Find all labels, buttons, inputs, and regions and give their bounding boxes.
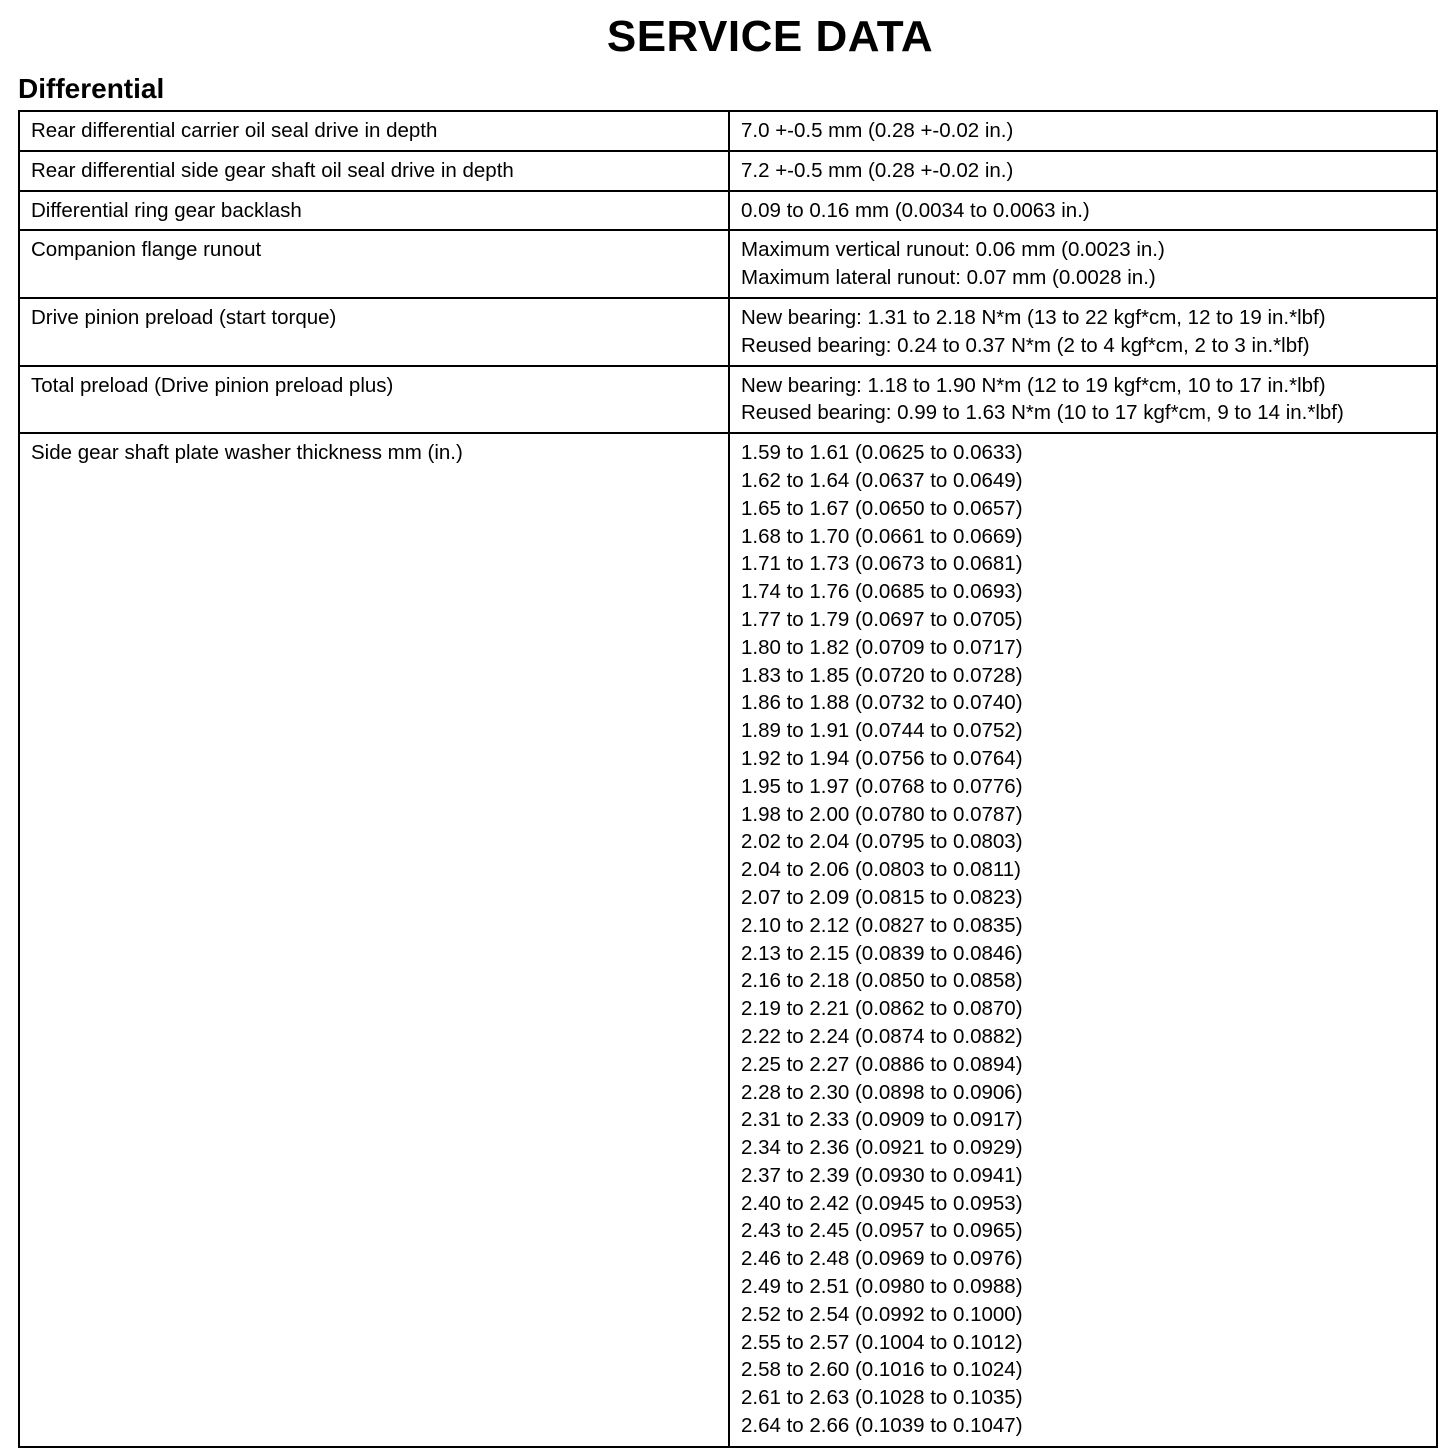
spec-value-line: 2.46 to 2.48 (0.0969 to 0.0976) [741,1247,1023,1271]
spec-value-line: 2.49 to 2.51 (0.0980 to 0.0988) [741,1275,1023,1299]
spec-value-line: 1.83 to 1.85 (0.0720 to 0.0728) [741,663,1023,687]
spec-item-label: Companion flange runout [19,230,729,298]
spec-item-label: Differential ring gear backlash [19,191,729,231]
spec-value-line: 2.10 to 2.12 (0.0827 to 0.0835) [741,913,1023,937]
spec-value-line: 2.02 to 2.04 (0.0795 to 0.0803) [741,830,1023,854]
spec-item-value [729,230,1437,298]
service-data-table [18,110,1438,1448]
spec-value-line: Maximum vertical runout: 0.06 mm (0.0023 in.) [741,238,1165,262]
section-heading: Differential [18,73,165,104]
spec-value-line: 1.59 to 1.61 (0.0625 to 0.0633) [741,441,1023,465]
table-row [19,151,1437,191]
table-row [19,230,1437,298]
table-row [19,433,1437,1447]
spec-item-value [729,151,1437,191]
spec-value-line: 1.80 to 1.82 (0.0709 to 0.0717) [741,635,1023,659]
spec-value-line: 1.95 to 1.97 (0.0768 to 0.0776) [741,774,1023,798]
spec-value-line: 2.04 to 2.06 (0.0803 to 0.0811) [741,858,1022,882]
spec-value-line: 2.28 to 2.30 (0.0898 to 0.0906) [741,1080,1023,1104]
spec-value-line: 2.22 to 2.24 (0.0874 to 0.0882) [741,1024,1023,1048]
spec-value-line: 1.62 to 1.64 (0.0637 to 0.0649) [741,468,1023,492]
spec-value-line: 2.43 to 2.45 (0.0957 to 0.0965) [741,1219,1023,1243]
spec-value-line: 1.65 to 1.67 (0.0650 to 0.0657) [741,496,1023,520]
spec-item-value [729,191,1437,231]
page-title: SERVICE DATA [606,12,934,61]
spec-item-label: Total preload (Drive pinion preload plus) [19,366,729,434]
spec-item-label: Side gear shaft plate washer thickness mm (in.) [19,433,729,1447]
spec-value-line: Reused bearing: 0.24 to 0.37 N*m (2 to 4 kgf*cm, 2 to 3 in.*lbf) [741,333,1310,357]
spec-item-label: Rear differential side gear shaft oil seal drive in depth [19,151,729,191]
spec-value-line: 2.25 to 2.27 (0.0886 to 0.0894) [741,1052,1023,1076]
spec-value-line: New bearing: 1.18 to 1.90 N*m (12 to 19 kgf*cm, 10 to 17 in.*lbf) [741,373,1326,397]
spec-value-line: 7.2 +-0.5 mm (0.28 +-0.02 in.) [741,158,1014,182]
spec-value-line: 2.40 to 2.42 (0.0945 to 0.0953) [741,1191,1023,1215]
spec-value-line: 2.19 to 2.21 (0.0862 to 0.0870) [741,997,1023,1021]
spec-value-line: 2.55 to 2.57 (0.1004 to 0.1012) [741,1330,1023,1354]
spec-item-label: Drive pinion preload (start torque) [19,298,729,366]
spec-value-line: 2.34 to 2.36 (0.0921 to 0.0929) [741,1136,1023,1160]
spec-value-line: 1.92 to 1.94 (0.0756 to 0.0764) [741,746,1023,770]
spec-value-line: Maximum lateral runout: 0.07 mm (0.0028 in.) [741,266,1156,290]
spec-value-line: 1.86 to 1.88 (0.0732 to 0.0740) [741,691,1023,715]
spec-value-line: 2.13 to 2.15 (0.0839 to 0.0846) [741,941,1023,965]
spec-item-label: Rear differential carrier oil seal drive in depth [19,111,729,151]
service-data-table-body [19,111,1437,1447]
table-row [19,191,1437,231]
spec-value-line: Reused bearing: 0.99 to 1.63 N*m (10 to 17 kgf*cm, 9 to 14 in.*lbf) [741,401,1344,425]
spec-value-line: 2.64 to 2.66 (0.1039 to 0.1047) [741,1414,1023,1438]
spec-value-line: New bearing: 1.31 to 2.18 N*m (13 to 22 kgf*cm, 12 to 19 in.*lbf) [741,305,1326,329]
spec-value-line: 1.71 to 1.73 (0.0673 to 0.0681) [741,552,1023,576]
table-row [19,298,1437,366]
spec-item-value [729,366,1437,434]
spec-value-line: 0.09 to 0.16 mm (0.0034 to 0.0063 in.) [741,198,1090,222]
spec-value-line: 1.98 to 2.00 (0.0780 to 0.0787) [741,802,1023,826]
spec-item-value [729,298,1437,366]
table-row [19,111,1437,151]
spec-value-line: 2.16 to 2.18 (0.0850 to 0.0858) [741,969,1023,993]
spec-value-line: 2.52 to 2.54 (0.0992 to 0.1000) [741,1302,1023,1326]
spec-value-line: 1.89 to 1.91 (0.0744 to 0.0752) [741,719,1023,743]
spec-value-line: 2.61 to 2.63 (0.1028 to 0.1035) [741,1386,1023,1410]
spec-item-value [729,433,1437,1447]
spec-value-line: 2.37 to 2.39 (0.0930 to 0.0941) [741,1163,1023,1187]
spec-value-line: 2.07 to 2.09 (0.0815 to 0.0823) [741,885,1023,909]
spec-value-line: 1.77 to 1.79 (0.0697 to 0.0705) [741,607,1023,631]
table-row [19,366,1437,434]
spec-value-line: 7.0 +-0.5 mm (0.28 +-0.02 in.) [741,119,1014,142]
spec-value-line: 2.58 to 2.60 (0.1016 to 0.1024) [741,1358,1023,1382]
spec-value-line: 2.31 to 2.33 (0.0909 to 0.0917) [741,1108,1023,1132]
spec-item-value [729,111,1437,151]
spec-value-line: 1.74 to 1.76 (0.0685 to 0.0693) [741,580,1023,604]
spec-value-line: 1.68 to 1.70 (0.0661 to 0.0669) [741,524,1023,548]
